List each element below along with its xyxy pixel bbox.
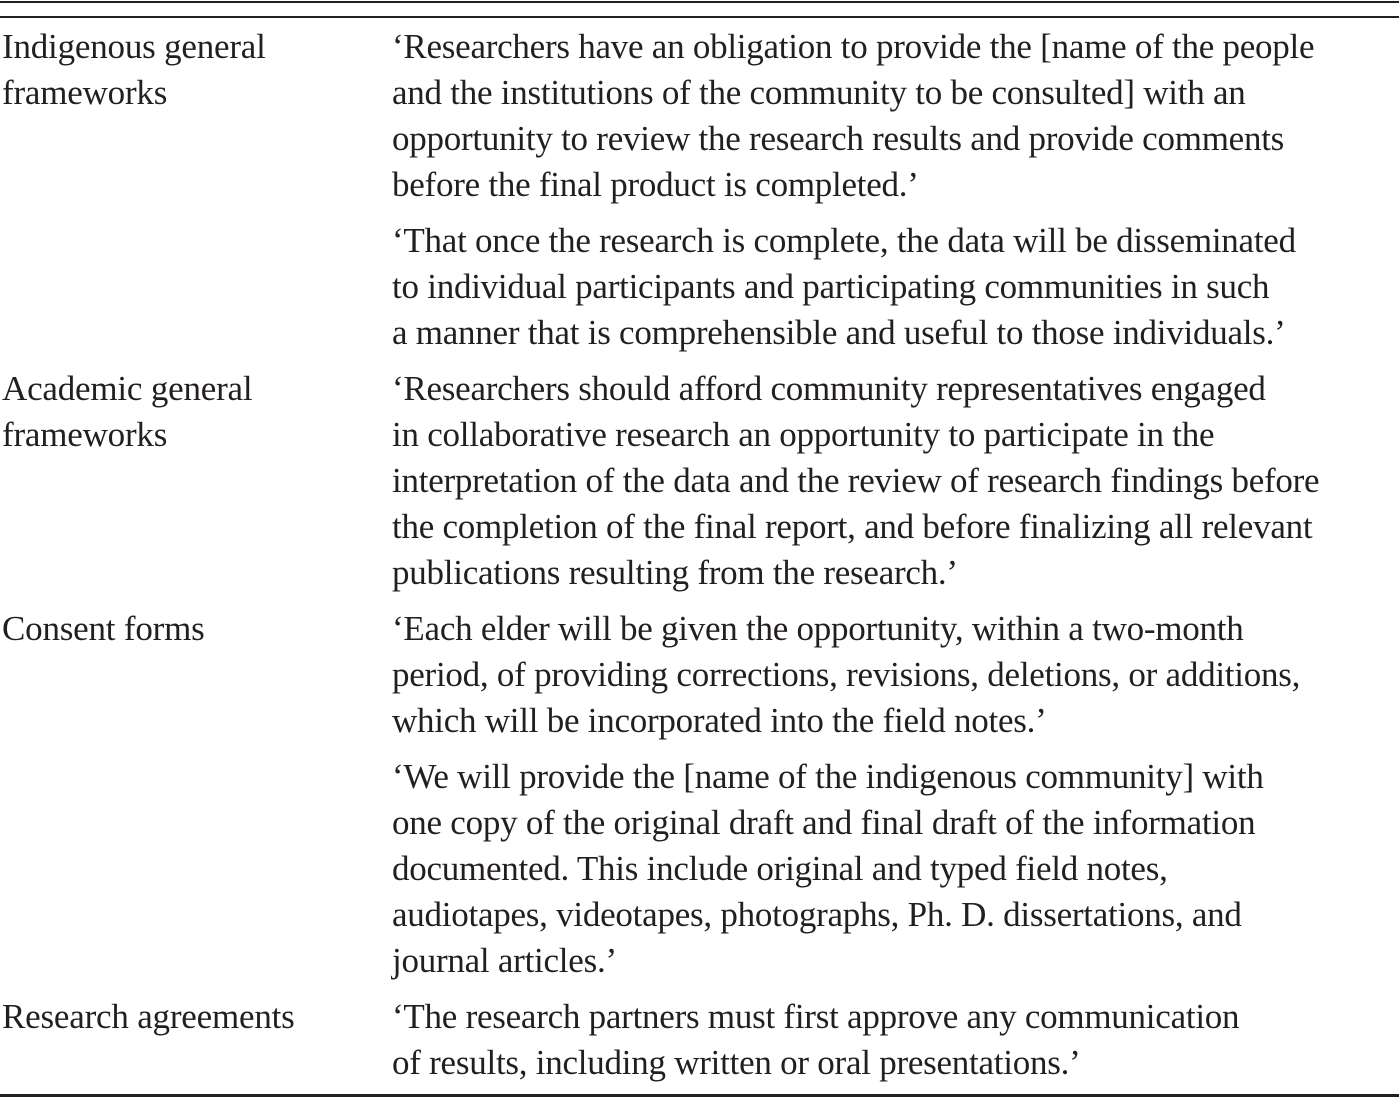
table-row xyxy=(0,24,1399,366)
quote-line: ‘Each elder will be given the opportunity, within a two-month xyxy=(392,609,1244,648)
quote-line: to individual participants and participating communities in such xyxy=(392,267,1270,306)
quote-line: audiotapes, videotapes, photographs, Ph. D. dissertations, and xyxy=(392,895,1242,934)
quote-line: ‘The research partners must first approve any communication xyxy=(392,997,1240,1036)
quote-line: documented. This include original and typed field notes, xyxy=(392,849,1168,888)
quote-line: ‘Researchers have an obligation to provide the [name of the people xyxy=(392,27,1315,66)
table-row xyxy=(0,606,1399,994)
row-quotes xyxy=(392,366,1399,606)
quote-line: the completion of the final report, and before finalizing all relevant xyxy=(392,507,1313,546)
row-category xyxy=(0,994,392,1096)
row-quotes xyxy=(392,606,1399,994)
row-quotes xyxy=(392,994,1399,1096)
quote-line: ‘We will provide the [name of the indigenous community] with xyxy=(392,757,1264,796)
quote-line: which will be incorporated into the field notes.’ xyxy=(392,701,1047,740)
category-line: frameworks xyxy=(2,415,168,454)
quote-line: journal articles.’ xyxy=(392,941,617,980)
quote-line: of results, including written or oral presentations.’ xyxy=(392,1043,1081,1082)
quote-line: publications resulting from the research.’ xyxy=(392,553,958,592)
table-top-rule xyxy=(0,1,1399,3)
row-category xyxy=(0,366,392,606)
row-category xyxy=(0,24,392,366)
quote-line: one copy of the original draft and final draft of the information xyxy=(392,803,1256,842)
category-line: Research agreements xyxy=(2,997,295,1036)
table-row xyxy=(0,366,1399,606)
quote-line: and the institutions of the community to be consulted] with an xyxy=(392,73,1246,112)
quote-paragraph xyxy=(392,606,1399,744)
quote-line: a manner that is comprehensible and useful to those individuals.’ xyxy=(392,313,1286,352)
row-category xyxy=(0,606,392,994)
quote-paragraph xyxy=(392,218,1399,356)
quote-line: opportunity to review the research results and provide comments xyxy=(392,119,1285,158)
category-line: Indigenous general xyxy=(2,27,266,66)
category-line: frameworks xyxy=(2,73,168,112)
category-line: Consent forms xyxy=(2,609,205,648)
quotes-table xyxy=(0,24,1399,1096)
quote-line: interpretation of the data and the review of research findings before xyxy=(392,461,1320,500)
table-row xyxy=(0,994,1399,1096)
table-header-rule xyxy=(0,16,1399,18)
row-quotes xyxy=(392,24,1399,366)
quote-paragraph xyxy=(392,754,1399,984)
table-bottom-rule xyxy=(0,1094,1399,1097)
quote-line: in collaborative research an opportunity to participate in the xyxy=(392,415,1215,454)
quote-line: period, of providing corrections, revisions, deletions, or additions, xyxy=(392,655,1301,694)
quote-line: ‘Researchers should afford community representatives engaged xyxy=(392,369,1266,408)
category-line: Academic general xyxy=(2,369,253,408)
quote-paragraph xyxy=(392,24,1399,208)
quote-line: ‘That once the research is complete, the data will be disseminated xyxy=(392,221,1296,260)
quote-paragraph xyxy=(392,994,1399,1086)
quote-paragraph xyxy=(392,366,1399,596)
quote-line: before the final product is completed.’ xyxy=(392,165,919,204)
